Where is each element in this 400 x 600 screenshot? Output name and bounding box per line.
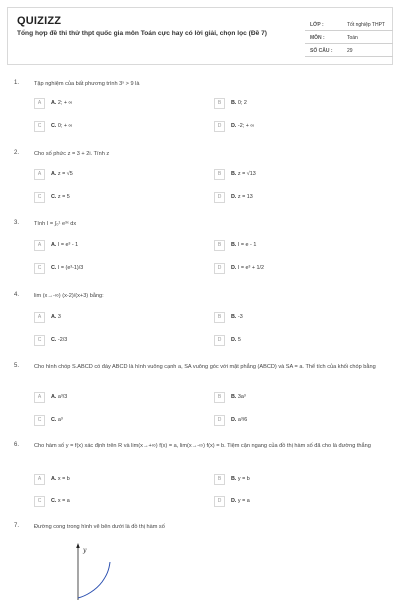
option-a[interactable] — [34, 474, 194, 486]
worksheet-meta — [305, 18, 393, 57]
option-letter: C — [34, 335, 45, 346]
meta-label: LỚP : — [310, 22, 324, 28]
option-text: z = √13 — [237, 171, 256, 177]
option-text: I = e - 1 — [237, 242, 257, 248]
option-letter: D — [214, 192, 225, 203]
question-text: Tính I = ∫₀¹ e³ˣ dx — [34, 221, 77, 227]
option-letter: C — [34, 121, 45, 132]
option-key: A. — [51, 476, 57, 482]
option-key: B. — [231, 476, 237, 482]
option-b[interactable] — [214, 312, 374, 324]
option-letter: B — [214, 240, 225, 251]
option-key: B. — [231, 100, 237, 106]
option-letter: A — [34, 169, 45, 180]
option-text: 5 — [237, 337, 241, 343]
option-c[interactable] — [34, 121, 194, 133]
question-number: 1. — [14, 80, 20, 86]
option-letter: A — [34, 474, 45, 485]
option-text: a³/6 — [237, 417, 248, 423]
option-letter: C — [34, 192, 45, 203]
option-text: 0; + ∞ — [57, 123, 73, 129]
question-text: Tập nghiệm của bất phương trình 3ˣ > 9 là — [34, 81, 140, 87]
option-key: B. — [231, 171, 237, 177]
worksheet-header — [7, 7, 393, 65]
option-b[interactable] — [214, 240, 374, 252]
option-key: D. — [231, 265, 237, 271]
option-text: x = a — [57, 498, 70, 504]
option-d[interactable] — [214, 263, 374, 275]
option-d[interactable] — [214, 415, 374, 427]
option-key: A. — [51, 394, 57, 400]
option-text: -3 — [237, 314, 243, 320]
meta-value: 29 — [347, 48, 353, 54]
option-b[interactable] — [214, 98, 374, 110]
meta-label: MÔN : — [310, 35, 325, 41]
question-number: 4. — [14, 292, 20, 298]
graph-svg — [62, 540, 152, 600]
question-text: Cho hình chóp S.ABCD có đáy ABCD là hình vuông cạnh a, SA vuông góc với mặt phẳng (ABCD) và SA = a. Thể tích của khối chóp bằng — [34, 364, 376, 370]
option-d[interactable] — [214, 496, 374, 508]
option-key: D. — [231, 498, 237, 504]
option-key: C. — [51, 498, 57, 504]
meta-value: Toán — [347, 35, 358, 41]
meta-label: SỐ CÂU : — [310, 48, 333, 54]
option-key: B. — [231, 394, 237, 400]
option-key: C. — [51, 337, 57, 343]
option-key: A. — [51, 242, 57, 248]
y-axis-arrow — [76, 543, 80, 548]
option-text: I = e³ + 1/2 — [237, 265, 264, 271]
option-letter: B — [214, 98, 225, 109]
meta-row-count — [305, 44, 393, 57]
worksheet-title: Tổng hợp đề thi thử thpt quốc gia môn Toán cực hay có lời giải, chọn lọc (Đề 7) — [17, 30, 267, 37]
option-d[interactable] — [214, 192, 374, 204]
option-b[interactable] — [214, 169, 374, 181]
option-letter: A — [34, 312, 45, 323]
question-text: Đường cong trong hình vẽ bên dưới là đồ thị hàm số — [34, 524, 165, 530]
option-letter: A — [34, 98, 45, 109]
option-text: I = e³ - 1 — [57, 242, 79, 248]
option-key: D. — [231, 194, 237, 200]
option-key: C. — [51, 194, 57, 200]
option-text: 3a³ — [237, 394, 246, 400]
option-d[interactable] — [214, 335, 374, 347]
question-number: 7. — [14, 523, 20, 529]
option-text: a³/3 — [57, 394, 68, 400]
option-letter: A — [34, 240, 45, 251]
option-key: B. — [231, 242, 237, 248]
option-text: 2; + ∞ — [57, 100, 73, 106]
option-text: x = b — [57, 476, 70, 482]
option-text: y = b — [237, 476, 250, 482]
option-c[interactable] — [34, 192, 194, 204]
option-text: -2/3 — [57, 337, 68, 343]
option-text: 0; 2 — [237, 100, 247, 106]
option-c[interactable] — [34, 335, 194, 347]
option-key: D. — [231, 123, 237, 129]
option-text: z = 5 — [57, 194, 70, 200]
option-c[interactable] — [34, 496, 194, 508]
option-key: A. — [51, 314, 57, 320]
option-a[interactable] — [34, 98, 194, 110]
option-b[interactable] — [214, 474, 374, 486]
option-letter: C — [34, 415, 45, 426]
option-text: a³ — [57, 417, 63, 423]
option-text: -2; + ∞ — [237, 123, 255, 129]
option-key: C. — [51, 417, 57, 423]
option-letter: A — [34, 392, 45, 403]
question-number: 2. — [14, 150, 20, 156]
option-a[interactable] — [34, 392, 194, 404]
option-key: B. — [231, 314, 237, 320]
question-text: Cho hàm số y = f(x) xác định trên R và lim(x→+∞) f(x) = a, lim(x→-∞) f(x) = b. Tiệm cận ngang của đồ thị hàm số đã cho là đường thẳng — [34, 443, 371, 449]
option-text: 3 — [57, 314, 61, 320]
option-letter: C — [34, 263, 45, 274]
option-key: A. — [51, 100, 57, 106]
y-axis-label: y — [83, 547, 87, 554]
option-c[interactable] — [34, 415, 194, 427]
function-curve — [78, 562, 110, 598]
option-text: I = (e³-1)/3 — [57, 265, 84, 271]
option-letter: B — [214, 392, 225, 403]
option-letter: B — [214, 474, 225, 485]
question-number: 6. — [14, 442, 20, 448]
quizizz-logo: QUIZIZZ — [17, 15, 62, 27]
option-letter: B — [214, 169, 225, 180]
question-text: Cho số phức z = 3 + 2i. Tính z — [34, 151, 110, 157]
function-graph — [62, 540, 152, 600]
option-key: C. — [51, 265, 57, 271]
option-a[interactable] — [34, 240, 194, 252]
option-a[interactable] — [34, 169, 194, 181]
option-a[interactable] — [34, 312, 194, 324]
option-key: A. — [51, 171, 57, 177]
option-letter: D — [214, 335, 225, 346]
meta-value: Tốt nghiệp THPT — [347, 22, 385, 28]
question-number: 3. — [14, 220, 20, 226]
meta-row-subject — [305, 31, 393, 44]
option-text: z = 13 — [237, 194, 253, 200]
option-d[interactable] — [214, 121, 374, 133]
question-number: 5. — [14, 363, 20, 369]
meta-row-class — [305, 18, 393, 31]
option-letter: C — [34, 496, 45, 507]
option-key: D. — [231, 337, 237, 343]
option-letter: D — [214, 121, 225, 132]
option-text: y = a — [237, 498, 250, 504]
option-letter: B — [214, 312, 225, 323]
option-letter: D — [214, 496, 225, 507]
option-c[interactable] — [34, 263, 194, 275]
option-text: z = √5 — [57, 171, 73, 177]
option-letter: D — [214, 415, 225, 426]
option-letter: D — [214, 263, 225, 274]
option-key: D. — [231, 417, 237, 423]
option-b[interactable] — [214, 392, 374, 404]
question-text: lim (x→-∞) (x-2)/(x+3) bằng: — [34, 293, 104, 299]
option-key: C. — [51, 123, 57, 129]
